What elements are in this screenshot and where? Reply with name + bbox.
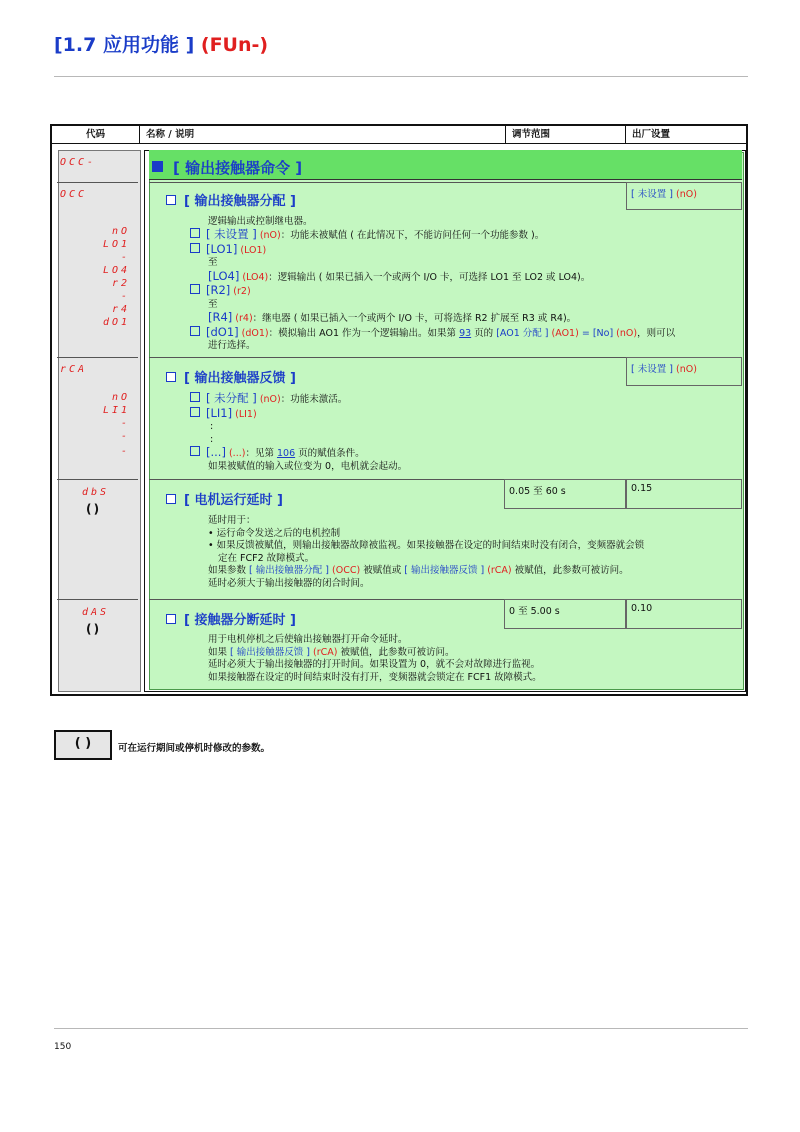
- title-code: (FUn-): [200, 34, 269, 56]
- header-divider: [52, 143, 746, 144]
- checkbox-icon: [166, 195, 176, 205]
- top-divider: [54, 76, 748, 77]
- rca-option-code: LI1: [102, 405, 130, 416]
- option-box-icon: [190, 407, 200, 417]
- page-link[interactable]: 106: [276, 448, 296, 459]
- occ-description: 逻辑输出或控制继电器。: [208, 216, 313, 227]
- das-default: 0.10: [626, 599, 742, 629]
- das-code: dAS: [82, 607, 110, 618]
- dbs-range: 0.05 至 60 s: [504, 479, 626, 509]
- header-range: 调节范围: [506, 126, 626, 143]
- das-range: 0 至 5.00 s: [504, 599, 626, 629]
- legend-text: 可在运行期间或停机时修改的参数。: [118, 743, 271, 754]
- occ-option-code: r2: [111, 278, 130, 289]
- modifiable-icon: ( ): [86, 622, 99, 636]
- occ-option-code: nO: [111, 226, 130, 237]
- option-box-icon: [190, 446, 200, 456]
- occ-option-code: LO1: [102, 239, 130, 250]
- rca-title: [ 输出接触器反馈 ]: [166, 367, 296, 386]
- dbs-code: dbS: [82, 487, 110, 498]
- das-description: 用于电机停机之后使输出接触器打开命令延时。 如果 [ 输出接触器反馈 ] (rCA) 被赋值，此参数可被访问。 延时必须大于输出接触器的打开时间。如果设置为 0，就不会对故障进行监视。 如果接触器在设定的时间结束时没有打开，变频器就会锁定在 FCF1 故障模式。: [208, 634, 542, 683]
- occ-option-code: -: [120, 252, 130, 263]
- rca-default: [ 未设置 ] (nO): [626, 357, 742, 386]
- dbs-default: 0.15: [626, 479, 742, 509]
- legend-symbol: ( ): [54, 730, 112, 760]
- rca-option-code: nO: [111, 392, 130, 403]
- option-box-icon: [190, 392, 200, 402]
- code-row-divider: [57, 182, 138, 183]
- occ-default: [ 未设置 ] (nO): [626, 182, 742, 210]
- occ-code: OCC: [60, 189, 88, 200]
- page-number: 150: [54, 1042, 72, 1052]
- code-row-divider: [57, 599, 138, 600]
- section-code: OCC-: [60, 157, 97, 168]
- checkbox-icon: [166, 614, 176, 624]
- occ-option-code: LO4: [102, 265, 130, 276]
- option-box-icon: [190, 326, 200, 336]
- checkbox-icon: [166, 372, 176, 382]
- option-box-icon: [190, 243, 200, 253]
- dbs-description: 延时用于： • 运行命令发送之后的电机控制 • 如果反馈被赋值，则输出接触器故障被监视。如果接触器在设定的时间结束时没有闭合，变频器就会锁 定在 FCF2 故障模式。 如果参数 [ 输出接触器分配 ] (OCC) 被赋值或 [ 输出接触器反馈 ] (rCA) 被赋值，此参数可被访问。 延时必须大于输出接触器的闭合时间。: [208, 515, 645, 589]
- checkbox-icon: [166, 494, 176, 504]
- rca-code: rCA: [60, 364, 88, 375]
- header-default: 出厂设置: [632, 129, 671, 140]
- dbs-title: [ 电机运行延时 ]: [166, 489, 283, 508]
- title-number: [1.7 应用功能 ]: [54, 34, 195, 56]
- page-title: [54, 30, 268, 57]
- header-code: 代码: [52, 126, 140, 143]
- square-bullet-icon: [152, 161, 163, 172]
- occ-title: [ 输出接触器分配 ]: [166, 190, 296, 209]
- section-title: [ 输出接触器命令 ]: [152, 157, 302, 178]
- code-row-divider: [57, 479, 138, 480]
- occ-option-code: r4: [111, 304, 130, 315]
- code-row-divider: [57, 357, 138, 358]
- option-box-icon: [190, 228, 200, 238]
- page-link[interactable]: 93: [459, 327, 472, 339]
- bottom-divider: [54, 1028, 748, 1029]
- das-title: [ 接触器分断延时 ]: [166, 609, 296, 628]
- modifiable-icon: ( ): [86, 502, 99, 516]
- header-name: 名称 / 说明: [140, 126, 506, 143]
- rca-options: [ 未分配 ] (nO)：功能未激活。 [LI1] (LI1) : : [...] (...)：见第 106 页的赋值条件。 如果被赋值的输入或位变为 0，电机就会起动。: [190, 392, 407, 473]
- rca-option-code: -: [120, 446, 130, 457]
- rca-option-code: -: [120, 431, 130, 442]
- occ-options: [ 未设置 ] (nO)：功能未被赋值 ( 在此情况下，不能访问任何一个功能参数 )。 [LO1] (LO1) 至 [LO4] (LO4)：逻辑输出 ( 如果已插入一个或两个 I/O 卡，可选择 LO1 至 LO2 或 LO4)。 [R2] (r2) 至 [R4] (r4)：继电器 ( 如果已插入一个或两个 I/O 卡，可将选择 R2 扩展至 R3 或 R4)。 [dO1] (dO1)：模拟输出 AO1 作为一个逻辑输出。如果第 93 页的 [AO1 分配 ] (AO1) = [No] (nO)，则可以 进行选择。: [190, 228, 675, 353]
- occ-option-code: -: [120, 291, 130, 302]
- rca-option-code: -: [120, 418, 130, 429]
- option-box-icon: [190, 284, 200, 294]
- occ-option-code: dO1: [102, 317, 130, 328]
